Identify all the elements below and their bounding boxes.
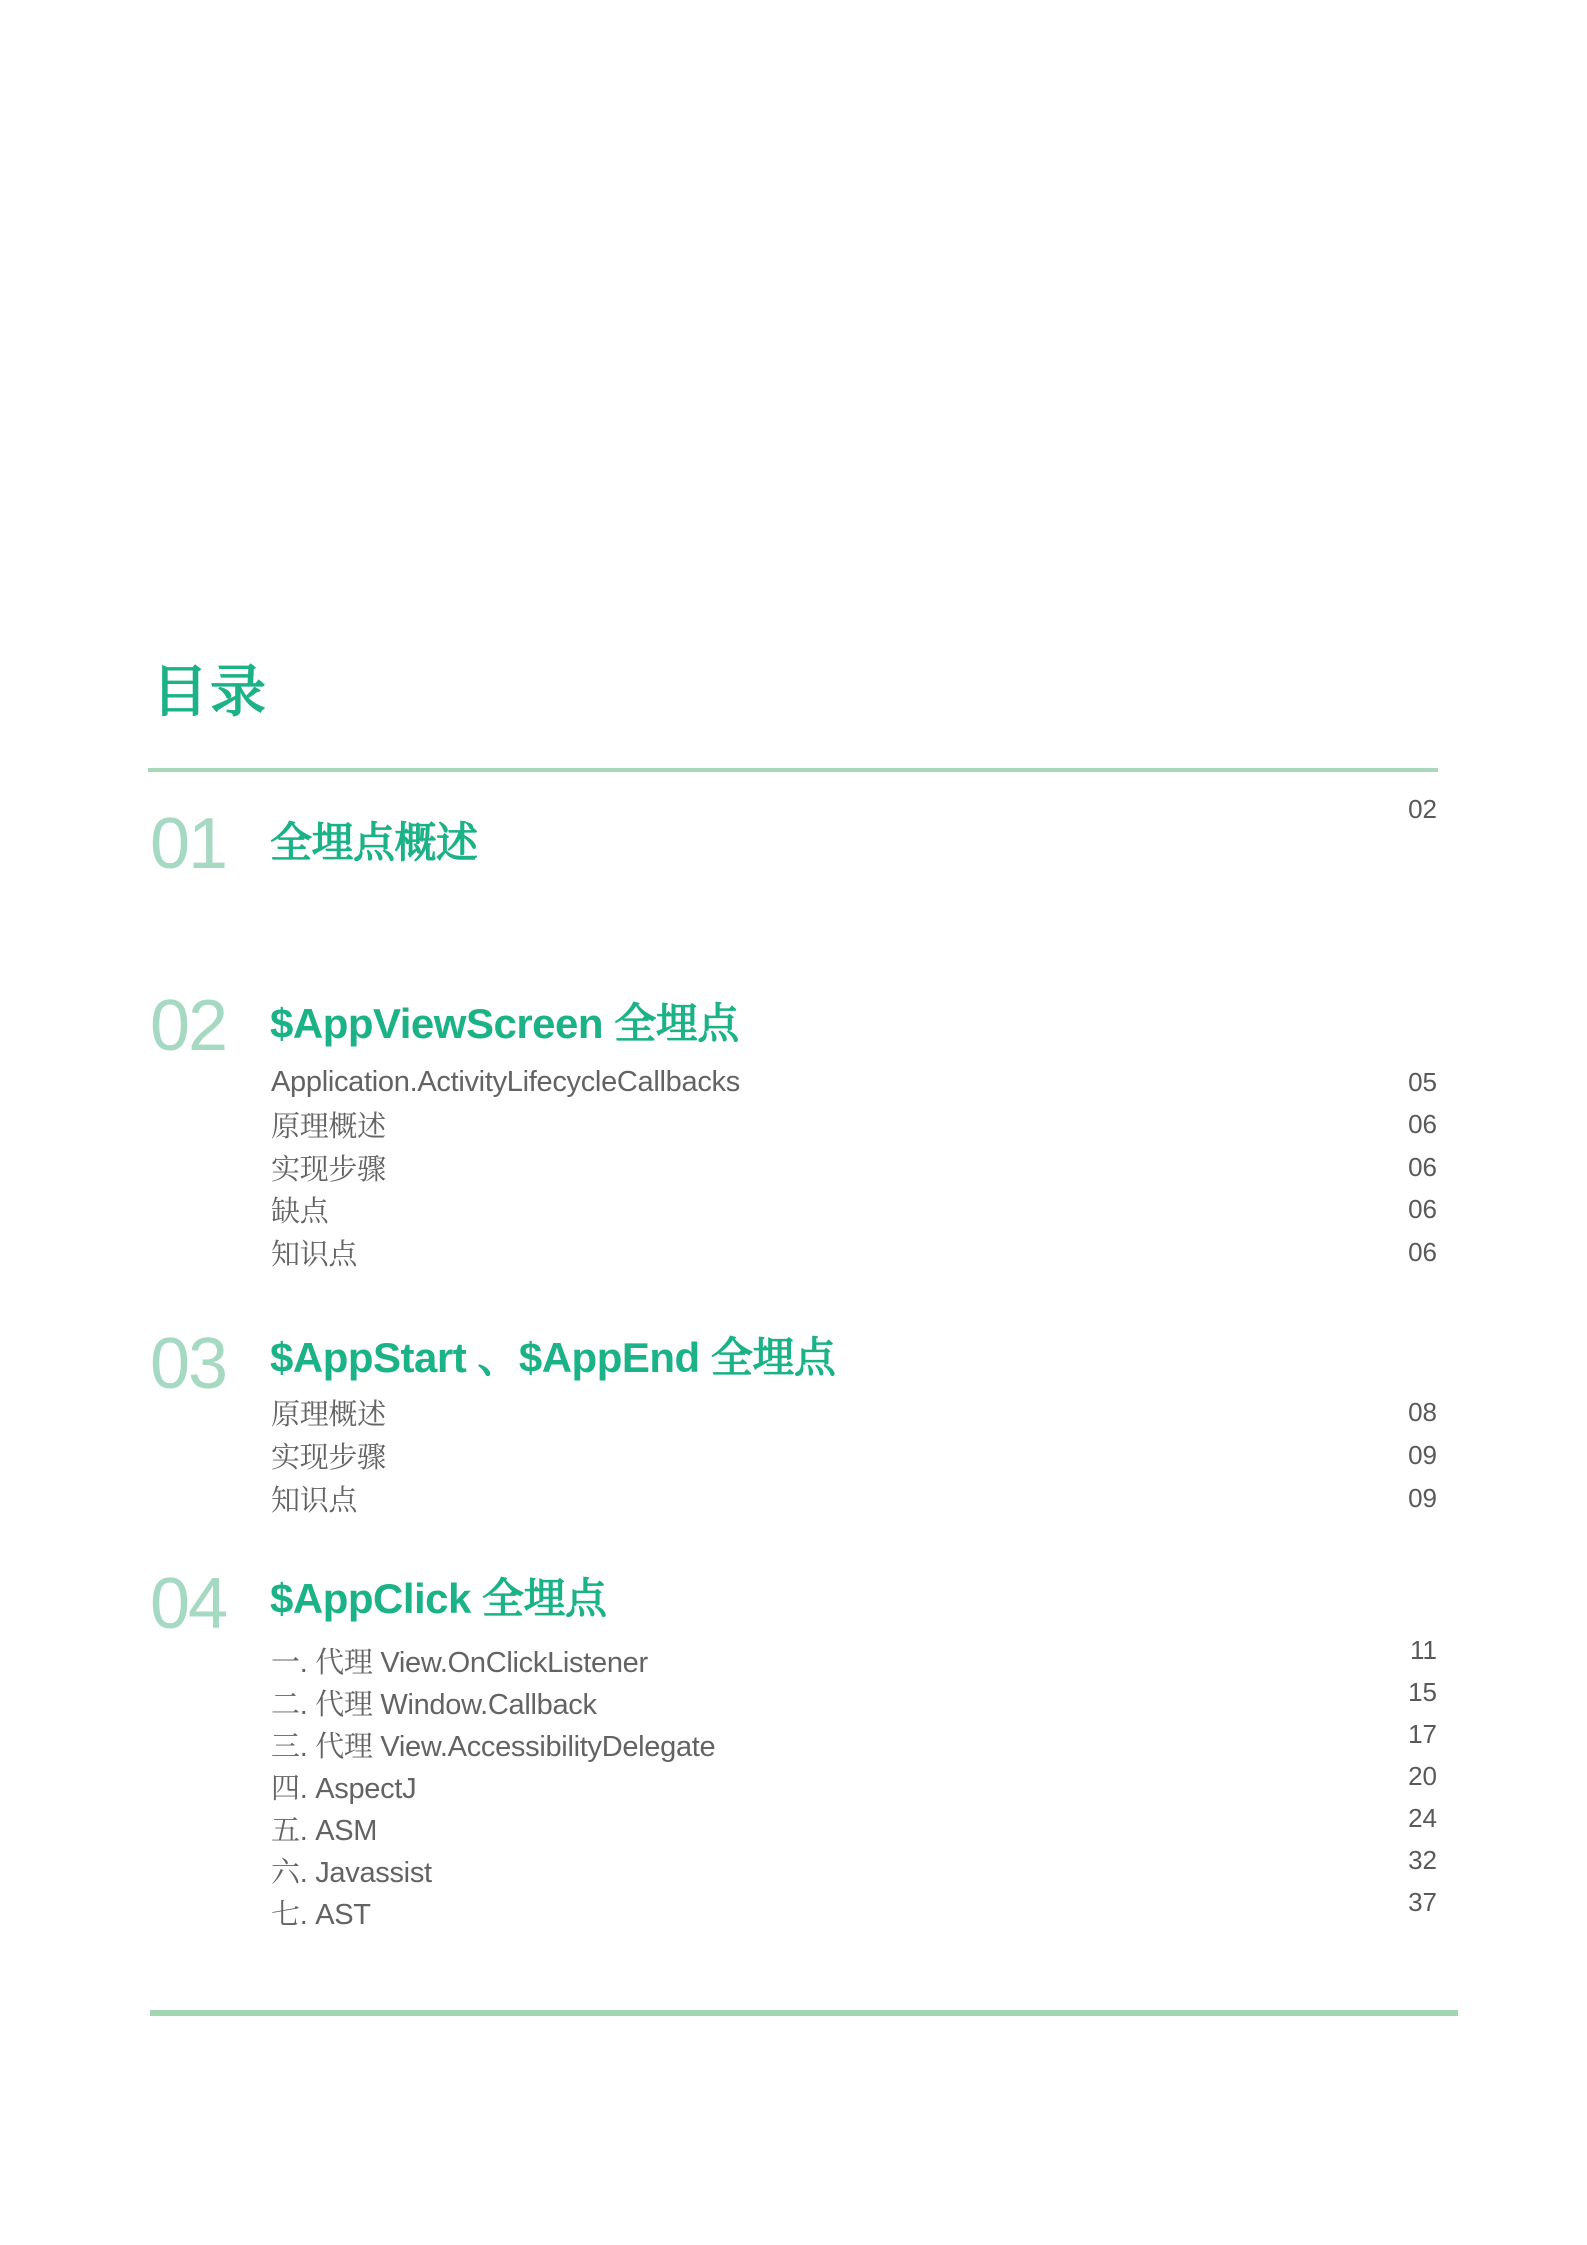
toc-item-page: 37 bbox=[1408, 1886, 1437, 1917]
section-number: 04 bbox=[150, 1564, 227, 1644]
toc-item-row[interactable] bbox=[271, 1718, 1437, 1765]
toc-item-row[interactable] bbox=[271, 1844, 1437, 1891]
toc-item-label: 七. AST bbox=[271, 1898, 371, 1931]
toc-item-row[interactable] bbox=[271, 1061, 1437, 1104]
toc-item-page: 24 bbox=[1408, 1802, 1437, 1833]
toc-item-row[interactable] bbox=[271, 1146, 1437, 1189]
toc-item-page: 06 bbox=[1408, 1236, 1437, 1267]
toc-item-page: 09 bbox=[1408, 1483, 1437, 1513]
toc-item-row[interactable] bbox=[271, 1802, 1437, 1849]
section-title[interactable]: $AppStart 、$AppEnd 全埋点 bbox=[270, 1334, 836, 1381]
toc-item-page: 06 bbox=[1408, 1151, 1437, 1182]
toc-item-page: 06 bbox=[1408, 1194, 1437, 1225]
toc-item-row[interactable] bbox=[271, 1434, 1437, 1477]
toc-item-label: 三. 代理 View.AccessibilityDelegate bbox=[271, 1730, 716, 1763]
section-items bbox=[271, 1634, 1437, 1933]
toc-item-page: 09 bbox=[1408, 1440, 1437, 1470]
toc-item-label: 六. Javassist bbox=[271, 1856, 432, 1889]
toc-item-row[interactable] bbox=[271, 1760, 1437, 1807]
bottom-divider bbox=[150, 2010, 1458, 2016]
toc-item-label: 缺点 bbox=[271, 1196, 329, 1229]
top-divider bbox=[148, 768, 1438, 772]
toc-item-label: 一. 代理 View.OnClickListener bbox=[271, 1646, 648, 1679]
toc-item-label: 二. 代理 Window.Callback bbox=[271, 1688, 597, 1721]
toc-item-page: 17 bbox=[1408, 1718, 1437, 1749]
toc-item-label: 四. AspectJ bbox=[271, 1772, 417, 1805]
toc-item-label: Application.ActivityLifecycleCallbacks bbox=[271, 1065, 740, 1098]
toc-item-row[interactable] bbox=[271, 1477, 1437, 1520]
section-title[interactable]: $AppClick 全埋点 bbox=[270, 1575, 607, 1622]
page-title: 目录 bbox=[152, 660, 268, 723]
toc-item-row[interactable] bbox=[271, 1634, 1437, 1681]
toc-item-label: 实现步骤 bbox=[271, 1153, 386, 1186]
section-number: 02 bbox=[150, 986, 227, 1066]
toc-item-row[interactable] bbox=[271, 1189, 1437, 1232]
section-number: 01 bbox=[150, 804, 227, 884]
section-items bbox=[271, 1061, 1437, 1274]
toc-item-row[interactable] bbox=[271, 1886, 1437, 1933]
toc-item-page: 06 bbox=[1408, 1109, 1437, 1140]
toc-item-label: 知识点 bbox=[271, 1485, 358, 1517]
toc-item-page: 11 bbox=[1410, 1634, 1437, 1665]
toc-item-label: 五. ASM bbox=[271, 1814, 378, 1847]
toc-item-page: 32 bbox=[1408, 1844, 1437, 1875]
section-items bbox=[271, 1391, 1437, 1520]
toc-item-label: 原理概述 bbox=[271, 1111, 386, 1144]
toc-item-row[interactable] bbox=[271, 1676, 1437, 1723]
section-title[interactable]: $AppViewScreen 全埋点 bbox=[270, 1000, 739, 1047]
toc-item-row[interactable] bbox=[271, 1104, 1437, 1147]
section-number: 03 bbox=[150, 1324, 227, 1404]
toc-item-label: 实现步骤 bbox=[271, 1442, 386, 1474]
toc-item-page: 15 bbox=[1408, 1676, 1437, 1707]
toc-item-row[interactable] bbox=[271, 1231, 1437, 1274]
toc-item-label: 原理概述 bbox=[271, 1399, 386, 1431]
toc-item-row[interactable] bbox=[271, 1391, 1437, 1434]
section-page-number: 02 bbox=[1408, 794, 1437, 824]
toc-item-label: 知识点 bbox=[271, 1238, 358, 1271]
toc-item-page: 20 bbox=[1408, 1760, 1437, 1791]
section-title[interactable]: 全埋点概述 bbox=[270, 819, 478, 866]
toc-item-page: 08 bbox=[1408, 1397, 1437, 1427]
toc-item-page: 05 bbox=[1408, 1066, 1437, 1097]
